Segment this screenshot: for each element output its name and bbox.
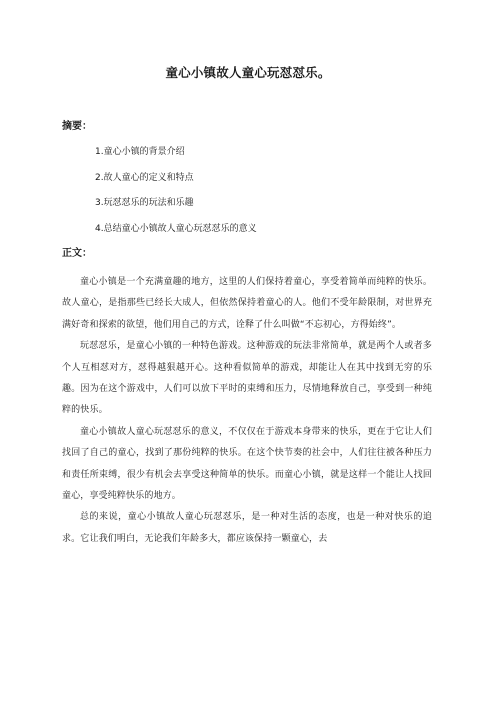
abstract-heading: 摘要： xyxy=(62,121,92,132)
body-paragraph: 总的来说，童心小镇故人童心玩怼怼乐，是一种对生活的态度，也是一种对快乐的追求。它让我们明白，无论我们年龄多大，都应该保持一颗童心，去 xyxy=(62,512,432,544)
abstract-item: 3.玩怼怼乐的玩法和乐趣 xyxy=(95,198,194,208)
body-paragraph: 童心小镇是一个充满童趣的地方，这里的人们保持着童心，享受着简单而纯粹的快乐。故人童心，是指那些已经长大成人，但依然保持着童心的人。他们不受年龄限制，对世界充满好奇和探索的欲望，他们用自己的方式，诠释了什么叫做“不忘初心，方得始终”。 xyxy=(62,277,432,330)
abstract-item: 2.故人童心的定义和特点 xyxy=(95,172,194,183)
abstract-list xyxy=(95,146,257,248)
body-paragraph: 童心小镇故人童心玩怼怼乐的意义，不仅仅在于游戏本身带来的快乐，更在于它让人们找回了自己的童心，找到了那份纯粹的快乐。在这个快节奏的社会中，人们往往被各种压力和责任所束缚，很少有机会去享受这种简单的快乐。而童心小镇，就是这样一个能让人找回童心，享受纯粹快乐的地方。 xyxy=(62,426,432,502)
document-title: 童心小镇故人童心玩怼怼乐。 xyxy=(165,65,331,80)
document-body xyxy=(62,272,432,550)
body-heading: 正文： xyxy=(62,248,92,259)
abstract-item: 1.童心小镇的背景介绍 xyxy=(95,147,185,157)
body-paragraph: 玩怼怼乐，是童心小镇的一种特色游戏。这种游戏的玩法非常简单，就是两个人或者多个人互相怼对方，怼得越狠越开心。这种看似简单的游戏，却能让人在其中找到无穷的乐趣。因为在这个游戏中，人们可以放下平时的束缚和压力，尽情地释放自己，享受到一种纯粹的快乐。 xyxy=(62,341,432,416)
abstract-item: 4.总结童心小镇故人童心玩怼怼乐的意义 xyxy=(95,223,257,234)
